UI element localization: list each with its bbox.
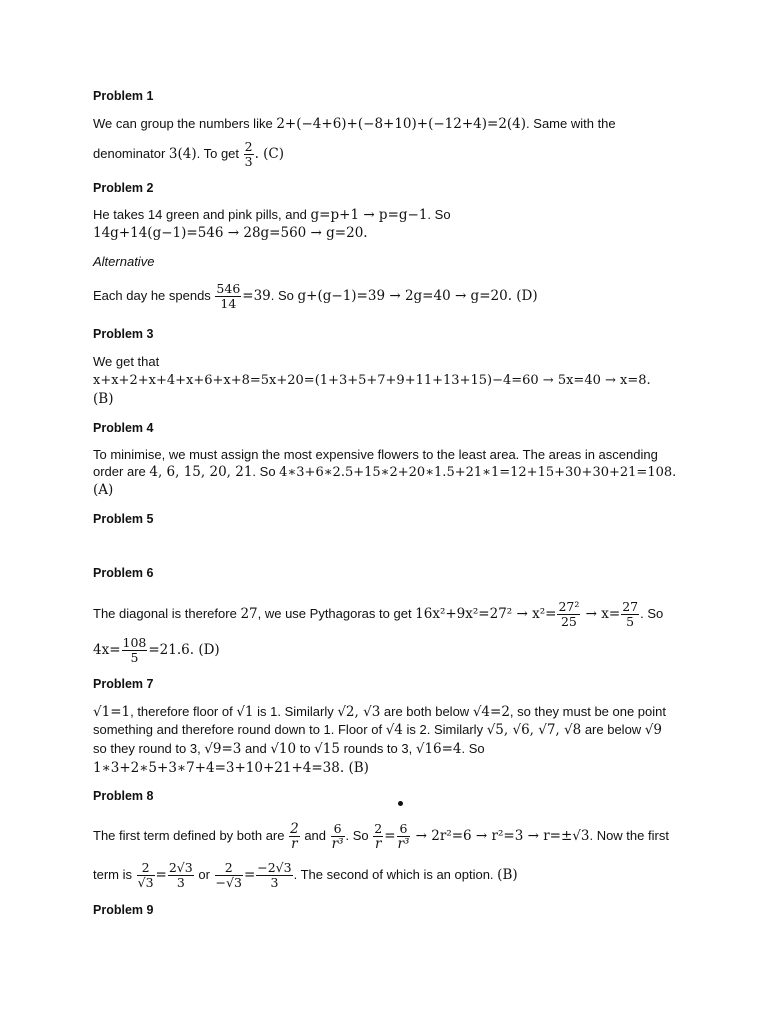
problem-8-line-1: The first term defined by both are $\frac{2}{r}$ and $\frac{6}{\text{r³}}$ . So $\frac{2}{r}$ = $\frac{6}{\text{r³}}$ → 2r²=6 → r²=3 → r=±√3. Now the first — [93, 821, 669, 852]
fraction: $\frac{2}{3}$ — [244, 139, 253, 169]
answer: . (C) — [254, 145, 285, 162]
problem-1-heading: Problem 1 — [93, 89, 154, 103]
problem-6-line-2 — [93, 636, 220, 665]
text: . To get — [196, 145, 243, 161]
text: . Same with the — [526, 116, 616, 131]
problem-7-line-1: √1=1, therefore floor of √1 is 1. Similarly √2, √3 are both below √4=2, so they must be one point — [93, 704, 667, 720]
text: Each day he spends — [93, 287, 215, 303]
problem-3-line-2 — [93, 371, 651, 390]
problem-4-line-3 — [93, 481, 113, 499]
problem-2-line-3 — [93, 282, 538, 311]
problem-3-line-1: We get that — [93, 354, 160, 369]
math: =21.6. (D) — [148, 641, 220, 658]
math: 27 — [240, 605, 258, 622]
problem-1-line-2 — [93, 140, 284, 169]
math: 16x²+9x²=27² → x²= — [415, 605, 557, 622]
math: g+(g−1)=39 → 2g=40 → g=20. (D) — [297, 287, 538, 304]
text: order are — [93, 464, 150, 479]
problem-2-line-1 — [93, 206, 451, 224]
fraction: $\frac{108}{5}$ — [122, 635, 147, 665]
alternative-label: Alternative — [93, 254, 155, 269]
text: We can group the numbers like — [93, 116, 277, 131]
text: . So — [252, 464, 280, 479]
text: He takes 14 green and pink pills, and — [93, 207, 311, 222]
problem-4-heading: Problem 4 — [93, 421, 154, 435]
text: denominator — [93, 145, 169, 161]
math: =39 — [242, 287, 271, 304]
problem-8-heading: Problem 8 — [93, 789, 154, 803]
problem-4-line-2 — [93, 463, 676, 482]
text: , we use Pythagoras to get — [257, 605, 416, 621]
math: 2+(−4+6)+(−8+10)+(−12+4)=2(4) — [276, 116, 527, 132]
math: 4∗3+6∗2.5+15∗2+20∗1.5+21∗1=12+15+30+30+21=108. — [279, 465, 677, 480]
problem-7-heading: Problem 7 — [93, 677, 154, 691]
problem-7-line-2: something and therefore round down to 1. Floor of √4 is 2. Similarly √5, √6, √7, √8 are below √9 — [93, 722, 662, 738]
problem-7-line-3: so they round to 3, √9=3 and √10 to √15 rounds to 3, √16=4. So — [93, 741, 485, 757]
answer: (B) — [93, 391, 114, 407]
problem-4-line-1: To minimise, we must assign the most expensive flowers to the least area. The areas in ascending — [93, 447, 658, 462]
fraction: $\frac{546}{14}$ — [216, 281, 241, 311]
text: The diagonal is therefore — [93, 605, 241, 621]
math: 3(4) — [168, 145, 197, 162]
problem-7-line-4 — [93, 759, 369, 777]
math: 14g+14(g−1)=546 → 28g=560 → g=20. — [93, 225, 368, 241]
problem-2-heading: Problem 2 — [93, 181, 154, 195]
problem-1-line-1 — [93, 115, 616, 133]
text: . So — [640, 605, 664, 621]
fraction: $\frac{\text{27²}}{25}$ — [558, 599, 580, 629]
math: g=p+1 → p=g−1 — [310, 207, 428, 223]
math: 4x= — [93, 641, 121, 658]
problem-3-heading: Problem 3 — [93, 327, 154, 341]
problem-6-line-1 — [93, 600, 663, 629]
problem-3-line-3 — [93, 390, 113, 408]
text: . So — [427, 207, 451, 222]
answer: (A) — [93, 482, 114, 498]
problem-6-heading: Problem 6 — [93, 566, 154, 580]
math: 4, 6, 15, 20, 21 — [149, 464, 253, 480]
math: 1∗3+2∗5+3∗7+4=3+10+21+4=38. (B) — [93, 760, 369, 776]
problem-2-line-2 — [93, 224, 368, 242]
fraction: $\frac{27}{5}$ — [622, 599, 639, 629]
math: x+x+2+x+4+x+6+x+8=5x+20=(1+3+5+7+9+11+13+15)−4=60 → 5x=40 → x=8. — [93, 373, 651, 388]
problem-5-heading: Problem 5 — [93, 512, 154, 526]
problem-8-line-2: term is $\frac{2}{√3}$ = $\frac{2√3}{3}$ or $\frac{2}{-√3}$ = $\frac{-2√3}{3}$ . The second of which is an option. (B) — [93, 860, 518, 890]
math: → x= — [581, 605, 621, 622]
stray-dot — [398, 801, 403, 806]
problem-9-heading: Problem 9 — [93, 903, 154, 917]
text: . So — [270, 287, 298, 303]
